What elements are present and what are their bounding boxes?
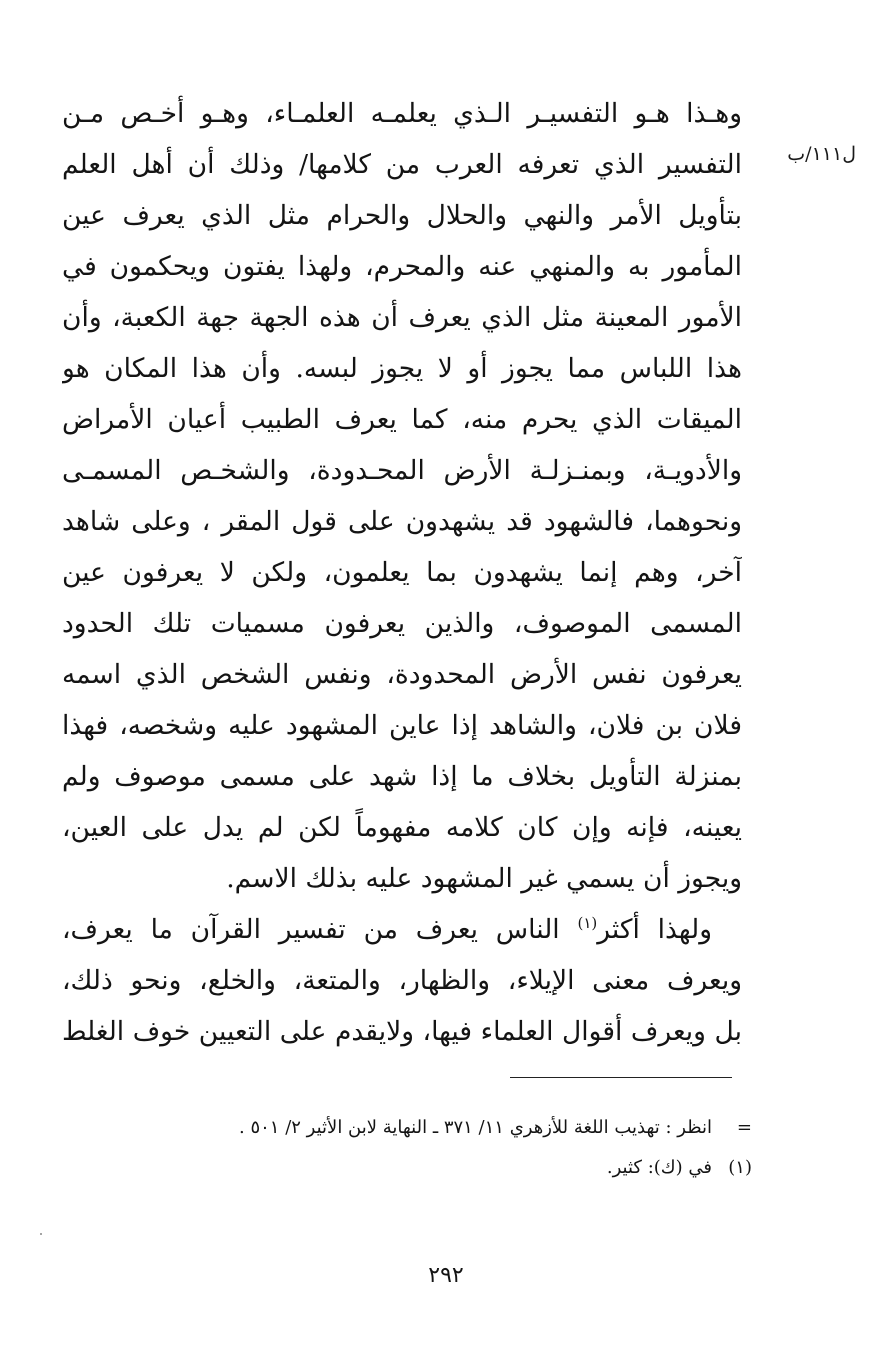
footnote-separator: [510, 1077, 732, 1078]
paragraph-2: [62, 904, 742, 1057]
footnote-item: [130, 1148, 752, 1188]
scan-speck: [40, 1233, 42, 1235]
text-run: ولهذا أكثر: [597, 914, 712, 945]
text-line: بل ويعرف أقوال العلماء فيها، ولايقدم على التعيين خوف الغلط: [62, 1016, 742, 1047]
text-line: المسمى الموصوف، والذين يعرفون مسميات تلك الحدود: [62, 608, 742, 639]
text-line: فلان بن فلان، والشاهد إذا عاين المشهود عليه وشخصه، فهذا: [62, 710, 742, 741]
text-run: الناس يعرف من تفسير القرآن ما يعرف،: [62, 914, 578, 945]
page-number: ٢٩٢: [428, 1263, 464, 1288]
text-line: التفسير الذي تعرفه العرب من كلامها/ وذلك أن أهل العلم: [62, 149, 742, 180]
text-line: وهـذا هـو التفسيـر الـذي يعلمـه العلمـاء، وهـو أخـص مـن: [62, 98, 742, 129]
footnote-marker: (١): [728, 1157, 752, 1178]
paragraph-1: [62, 88, 742, 904]
text-line: ونحوهما، فالشهود قد يشهدون على قول المقر ، وعلى شاهد: [62, 506, 742, 537]
footnote-reference[interactable]: (١): [577, 914, 598, 933]
footnote-text: في (ك): كثير.: [606, 1157, 712, 1178]
text-line: ويجوز أن يسمي غير المشهود عليه بذلك الاسم.: [226, 863, 742, 894]
text-line: بتأويل الأمر والنهي والحلال والحرام مثل الذي يعرف عين: [62, 200, 742, 231]
text-line: المأمور به والمنهي عنه والمحرم، ولهذا يفتون ويحكمون في: [62, 251, 742, 282]
text-line: ويعرف معنى الإيلاء، والظهار، والمتعة، والخلع، ونحو ذلك،: [62, 965, 742, 996]
text-line: والأدويـة، وبمنـزلـة الأرض المحـدودة، والشخـص المسمـى: [62, 455, 742, 486]
manuscript-folio-reference: ل١١١/ب: [787, 143, 856, 165]
text-line-with-footnote: [62, 904, 742, 955]
footnote-text: انظر : تهذيب اللغة للأزهري ١١/ ٣٧١ ـ النهاية لابن الأثير ٢/ ٥٠١ .: [239, 1117, 712, 1138]
text-line: يعرفون نفس الأرض المحدودة، ونفس الشخص الذي اسمه: [62, 659, 742, 690]
text-line: آخر، وهم إنما يشهدون بما يعلمون، ولكن لا يعرفون عين: [62, 557, 742, 588]
footnote-item: [130, 1108, 752, 1148]
footnote-marker: =: [736, 1117, 752, 1138]
text-line: هذا اللباس مما يجوز أو لا يجوز لبسه. وأن هذا المكان هو: [62, 353, 742, 384]
text-line: يعينه، فإنه وإن كان كلامه مفهوماً لكن لم يدل على العين،: [62, 812, 742, 843]
text-line: الأمور المعينة مثل الذي يعرف أن هذه الجهة جهة الكعبة، وأن: [62, 302, 742, 333]
footnotes: [130, 1108, 752, 1188]
main-text: [62, 88, 742, 1057]
text-line: بمنزلة التأويل بخلاف ما إذا شهد على مسمى موصوف ولم: [62, 761, 742, 792]
text-line: الميقات الذي يحرم منه، كما يعرف الطبيب أعيان الأمراض: [62, 404, 742, 435]
